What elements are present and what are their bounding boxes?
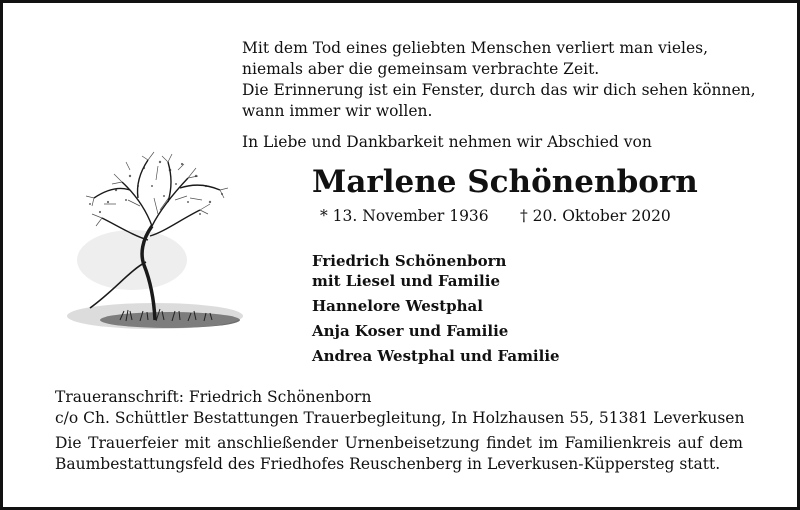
ceremony-line: Baumbestattungsfeld des Friedhofes Reuschenberg in Leverkusen-Küppersteg statt. [55, 455, 721, 473]
mourner-family: mit Liesel und Familie [312, 272, 500, 290]
address-line: Traueranschrift: Friedrich Schönenborn [55, 388, 372, 406]
mourner-name: Friedrich Schönenborn [312, 252, 507, 270]
poem-line: Die Erinnerung ist ein Fenster, durch das wir dich sehen können, [242, 81, 756, 99]
tree-icon [60, 140, 250, 335]
poem-line: Mit dem Tod eines geliebten Menschen verliert man vieles, [242, 39, 709, 57]
mourning-address [55, 387, 744, 429]
poem-line: niemals aber die gemeinsam verbrachte Zeit. [242, 60, 600, 78]
birth-date: * 13. November 1936 [320, 207, 489, 225]
mourner-name: Anja Koser und Familie [312, 322, 509, 340]
mourner-entry [312, 296, 560, 316]
poem-line: wann immer wir wollen. [242, 102, 433, 120]
mourner-entry [312, 321, 560, 341]
death-date: † 20. Oktober 2020 [520, 207, 671, 225]
ceremony-line: Die Trauerfeier mit anschließender Urnenbeisetzung findet im Familienkreis auf dem [55, 434, 743, 452]
memorial-poem [242, 38, 762, 122]
mourner-entry [312, 251, 560, 291]
mourner-list [312, 251, 560, 371]
ceremony-notice [55, 433, 743, 475]
mourner-name: Hannelore Westphal [312, 297, 483, 315]
deceased-name: Marlene Schönenborn [312, 164, 698, 200]
farewell-intro: In Liebe und Dankbarkeit nehmen wir Abschied von [242, 133, 652, 151]
mourner-name: Andrea Westphal und Familie [312, 347, 560, 365]
address-line: c/o Ch. Schüttler Bestattungen Trauerbegleitung, In Holzhausen 55, 51381 Leverkusen [55, 409, 745, 427]
mourner-entry [312, 346, 560, 366]
